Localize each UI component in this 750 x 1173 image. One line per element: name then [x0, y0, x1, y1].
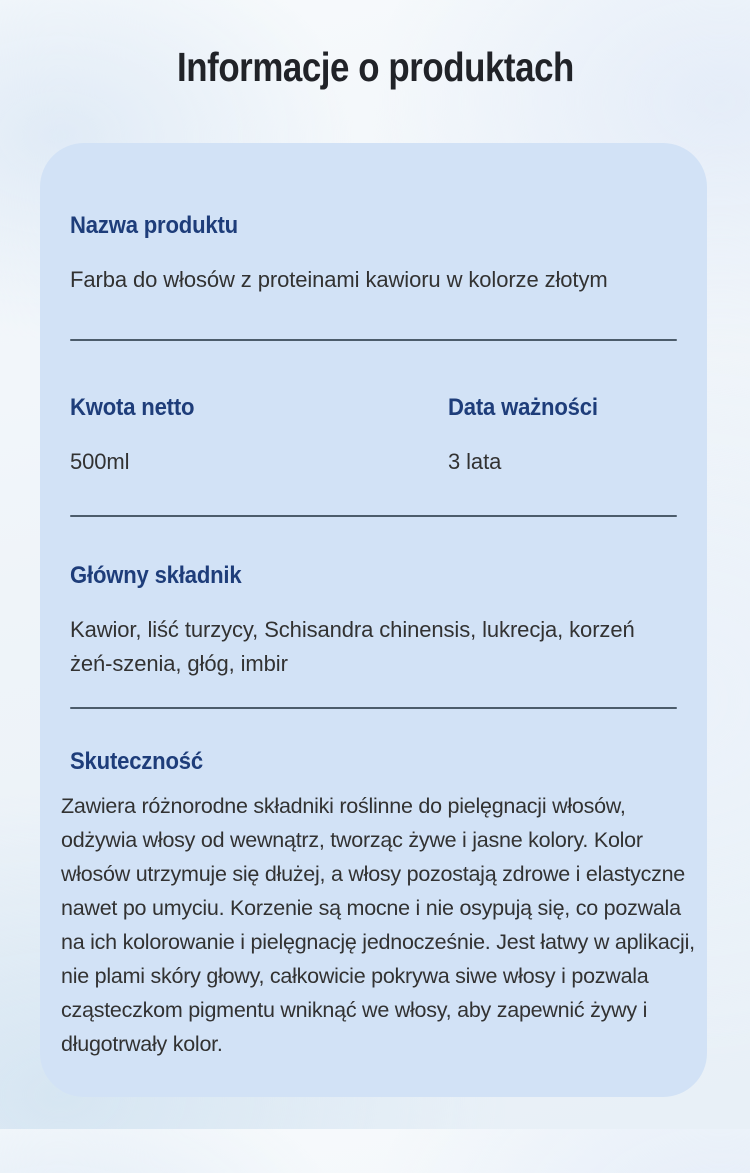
expiry-date-value: 3 lata: [448, 449, 502, 474]
product-info-card: [40, 143, 707, 1097]
section-product-name: [70, 211, 677, 297]
divider: [70, 515, 677, 517]
page-background: [0, 44, 750, 1173]
net-amount-value: 500ml: [70, 449, 130, 474]
main-ingredient-label: Główny składnik: [70, 562, 242, 589]
net-amount-label: Kwota netto: [70, 394, 195, 421]
section-net-and-expiry: [70, 393, 677, 479]
efficacy-label: Skuteczność: [70, 748, 203, 775]
page-header: [0, 44, 750, 91]
page-title: Informacje o produktach: [176, 44, 574, 90]
section-net-amount: [70, 393, 448, 479]
efficacy-text: Zawiera różnorodne składniki roślinne do pielęgnacji włosów, odżywia włosy od wewnątrz, tworząc żywe i jasne kolory. Kolor włosów utrzymuje się dłużej, a włosy pozostają zdrowe i elastyczne nawet po umyciu. Korzenie są mocne i nie osypują się, co pozwala na ich kolorowanie i pielęgnację jednocześnie. Jest łatwy w aplikacji, nie plami skóry głowy, całkowicie pokrywa siwe włosy i pozwala cząsteczkom pigmentu wniknąć we włosy, aby zapewnić żywy i długotrwały kolor.: [61, 794, 695, 1056]
divider: [70, 339, 677, 341]
section-efficacy: [61, 747, 695, 1061]
section-main-ingredient: [70, 561, 677, 681]
main-ingredient-value: Kawior, liść turzycy, Schisandra chinensis, lukrecja, korzeń żeń-szenia, głóg, imbir: [70, 617, 635, 676]
product-name-label: Nazwa produktu: [70, 212, 238, 239]
expiry-date-label: Data ważności: [448, 394, 598, 421]
divider: [70, 707, 677, 709]
product-name-value: Farba do włosów z proteinami kawioru w kolorze złotym: [70, 267, 608, 292]
section-expiry-date: [448, 393, 677, 479]
